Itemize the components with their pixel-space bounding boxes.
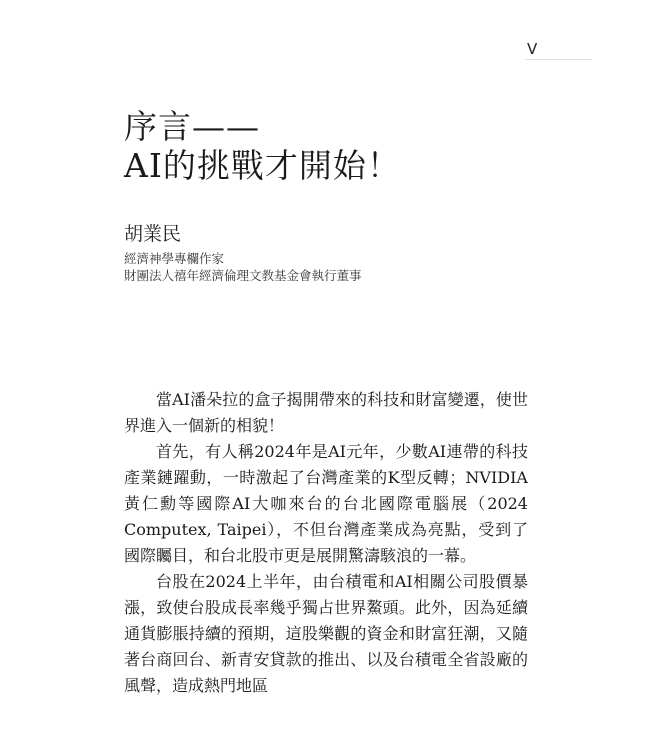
paragraph: 台股在2024上半年，由台積電和AI相關公司股價暴漲，致使台股成長率幾乎獨占世界鰲頭。此外，因為延續通貨膨脹持續的預期，這股樂觀的資金和財富狂潮，又隨著台商回台、新青安貸款的推出、以及台積電全省設廠的風聲，造成熱門地區 bbox=[124, 572, 528, 695]
body-text bbox=[124, 387, 528, 699]
affiliation-line: 經濟神學專欄作家 bbox=[124, 251, 225, 266]
paragraph: 首先，有人稱2024年是AI元年，少數AI連帶的科技產業鏈躍動，一時激起了台灣產業的K型反轉；NVIDIA黃仁勳等國際AI大咖來台的台北國際電腦展（2024 Computex, Taipei），不但台灣產業成為亮點，受到了國際矚目，和台北股市更是展開驚濤駭浪的一幕。 bbox=[124, 442, 528, 565]
affiliation-line: 財團法人禧年經濟倫理文教基金會執行董事 bbox=[124, 268, 362, 283]
paragraph: 當AI潘朵拉的盒子揭開帶來的科技和財富變遷，使世界進入一個新的相貌！ bbox=[124, 390, 528, 435]
chapter-title bbox=[124, 108, 401, 186]
author-name: 胡業民 bbox=[124, 223, 182, 245]
author-affiliations bbox=[124, 250, 362, 284]
chapter-title-line2: AI的挑戰才開始！ bbox=[124, 146, 401, 185]
page-number: V bbox=[527, 40, 538, 58]
chapter-title-line1: 序言—— bbox=[124, 107, 260, 146]
header-rule bbox=[525, 59, 592, 60]
